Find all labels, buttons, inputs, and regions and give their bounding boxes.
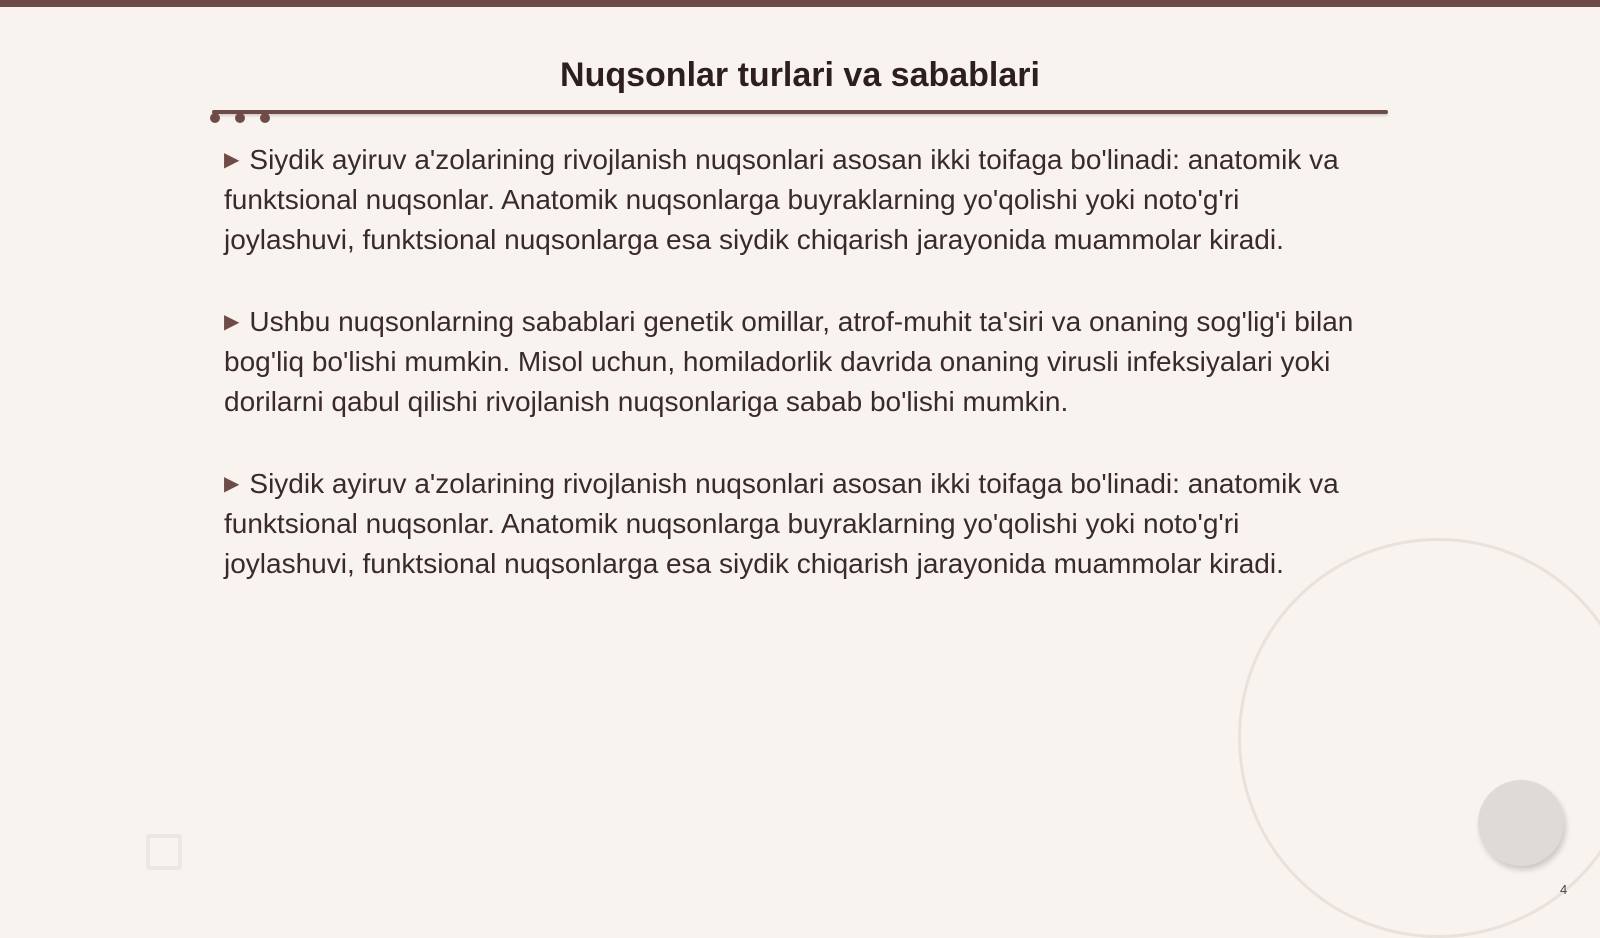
- bullet-text: Siydik ayiruv a'zolarining rivojlanish nuqsonlari asosan ikki toifaga bo'linadi: anatomik va funktsional nuqsonlar. Anatomik nuqsonlarga buyraklarning yo'qolishi yoki noto'g'ri joylashuvi, funktsional nuqsonlarga esa siydik chiqarish jarayonida muammolar kiradi.: [224, 468, 1339, 579]
- triangle-right-icon: ▶: [224, 473, 240, 495]
- decorative-square: [146, 834, 182, 870]
- decorative-dot: [235, 113, 245, 123]
- bullet-item: [224, 464, 1354, 584]
- decorative-circle: [1478, 780, 1564, 866]
- title-divider: [212, 110, 1388, 114]
- bullet-text: Siydik ayiruv a'zolarining rivojlanish nuqsonlari asosan ikki toifaga bo'linadi: anatomik va funktsional nuqsonlar. Anatomik nuqsonlarga buyraklarning yo'qolishi yoki noto'g'ri joylashuvi, funktsional nuqsonlarga esa siydik chiqarish jarayonida muammolar kiradi.: [224, 144, 1339, 255]
- decorative-dot: [210, 113, 220, 123]
- top-accent-bar: [0, 0, 1600, 7]
- bullet-item: [224, 140, 1354, 260]
- decorative-dot: [260, 113, 270, 123]
- triangle-right-icon: ▶: [224, 311, 240, 333]
- triangle-right-icon: ▶: [224, 149, 240, 171]
- slide-title: Nuqsonlar turlari va sabablari: [560, 56, 1040, 94]
- bullet-text: Ushbu nuqsonlarning sabablari genetik omillar, atrof-muhit ta'siri va onaning sog'lig'i bilan bog'liq bo'lishi mumkin. Misol uchun, homiladorlik davrida onaning virusli infeksiyalari yoki dorilarni qabul qilishi rivojlanish nuqsonlariga sabab bo'lishi mumkin.: [224, 306, 1354, 417]
- page-number: 4: [1560, 882, 1568, 897]
- bullet-list: [224, 140, 1354, 626]
- bullet-item: [224, 302, 1354, 422]
